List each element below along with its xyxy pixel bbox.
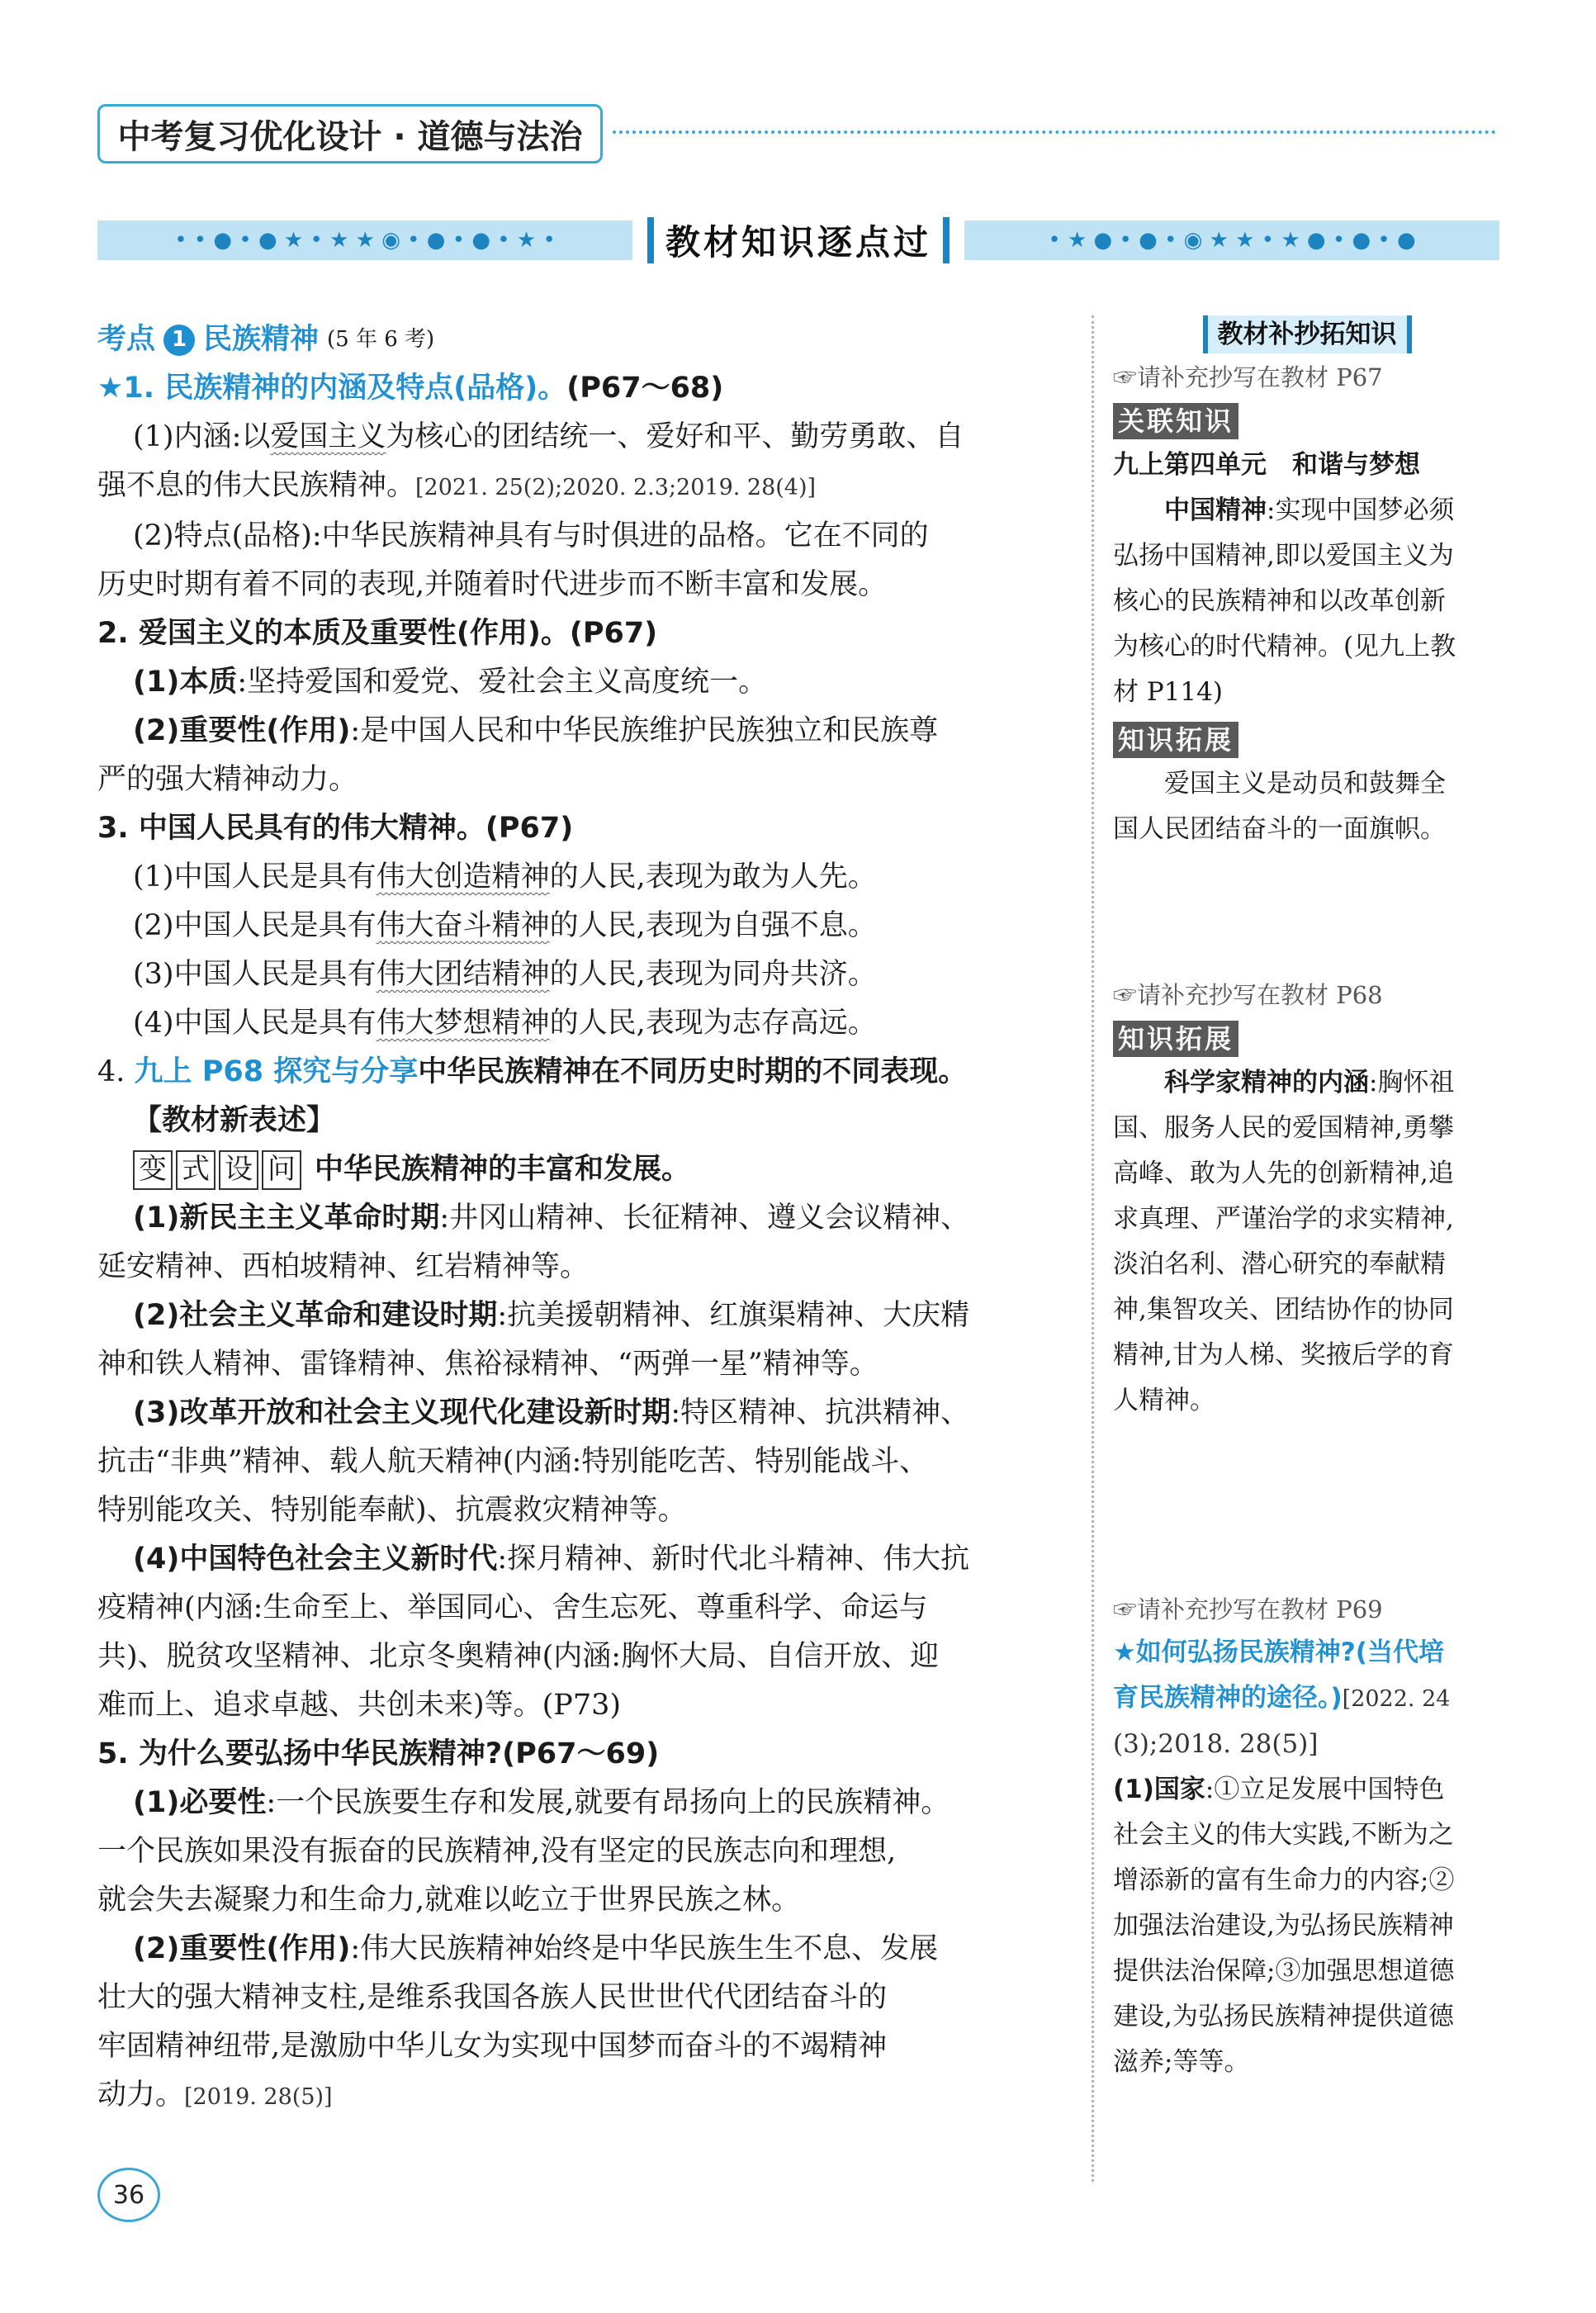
s4-1-line2: 延安精神、西柏坡精神、红岩精神等。 xyxy=(97,1250,590,1283)
kaodian-title: 民族精神 xyxy=(203,323,320,356)
s3-title xyxy=(97,804,1080,853)
s4-2-key: (2)社会主义革命和建设时期 xyxy=(133,1299,498,1332)
s3-item-num: (3) xyxy=(133,958,174,991)
s4-new-expression: 【教材新表述】 xyxy=(133,1104,336,1137)
s1-title xyxy=(97,364,1080,413)
country-text: :①立足发展中国特色 xyxy=(1205,1775,1445,1804)
china-spirit-text: :实现中国梦必须 xyxy=(1267,495,1455,525)
s3-item-3 xyxy=(97,950,1080,999)
book-title-box xyxy=(97,104,603,164)
s4-variant-question xyxy=(97,1145,1080,1194)
question-ref: [2022. 24 xyxy=(1342,1686,1451,1712)
tag-wrap-tuozhan2 xyxy=(1113,1021,1501,1057)
banner-bar-right xyxy=(943,217,950,263)
sidebar-title-wrap xyxy=(1113,315,1501,353)
s1-page: (P67～68) xyxy=(566,372,724,405)
s3-item-2 xyxy=(97,902,1080,950)
s5-1-key: (1)必要性 xyxy=(133,1786,267,1819)
main-column xyxy=(97,315,1080,2121)
s3-item-keyword: 伟大团结精神 xyxy=(376,958,550,991)
variant-question-label xyxy=(133,1150,301,1190)
s4-3-text: :特区精神、抗洪精神、 xyxy=(670,1396,970,1429)
s2-2-line2: 严的强大精神动力。 xyxy=(97,763,358,796)
s4-4-line1 xyxy=(97,1535,1080,1584)
tag-knowledge-extension: 知识拓展 xyxy=(1113,722,1238,758)
scientist-line7: 精神,甘为人梯、奖掖后学的育 xyxy=(1113,1340,1454,1370)
s5-2-end: 动力。 xyxy=(97,2078,185,2112)
s3-item-rest: 的人民,表现为同舟共济。 xyxy=(549,958,877,991)
s4-3-line2: 抗击“非典”精神、载人航天精神(内涵:特别能吃苦、特别能战斗、 xyxy=(97,1445,929,1478)
scientist-text: :胸怀祖 xyxy=(1369,1068,1455,1097)
banner-decoration-right xyxy=(964,220,1499,260)
sidebar-spacer-2 xyxy=(1113,1424,1501,1589)
question-line2 xyxy=(1113,1676,1501,1722)
s4-4-key: (4)中国特色社会主义新时代 xyxy=(133,1543,498,1576)
kaodian-note: (5 年 6 考) xyxy=(327,327,435,352)
banner-deco-right-text: • ★ ● • ● • ◉ ★ ★ • ★ ● • ● • ● xyxy=(1048,228,1416,253)
page-number: 36 xyxy=(97,2168,160,2222)
s1-1a: (1)内涵:以 xyxy=(133,420,271,453)
scientist-line4: 求真理、严谨治学的求实精神, xyxy=(1113,1204,1454,1234)
s3-item-num: (1) xyxy=(133,860,174,893)
s4-num: 4. xyxy=(97,1055,126,1088)
s5-page: (P67～69) xyxy=(502,1737,660,1770)
s3-item-pre: 中国人民是具有 xyxy=(173,860,377,893)
s4-4-line2: 疫精神(内涵:生命至上、举国同心、舍生忘死、尊重科学、命运与 xyxy=(97,1591,928,1624)
unit-heading: 九上第四单元 和谐与梦想 xyxy=(1113,450,1420,480)
china-spirit-key: 中国精神 xyxy=(1164,495,1267,525)
tag-wrap-tuozhan1 xyxy=(1113,722,1501,758)
column-divider xyxy=(1092,315,1094,2182)
s4-title xyxy=(97,1048,1080,1097)
s5-1-line3: 就会失去凝聚力和生命力,就难以屹立于世界民族之林。 xyxy=(97,1884,801,1917)
s3-item-num: (2) xyxy=(133,909,174,942)
scientist-line5: 淡泊名利、潜心研究的奉献精 xyxy=(1113,1249,1446,1279)
s4-2-text: :抗美援朝精神、红旗渠精神、大庆精 xyxy=(497,1299,970,1332)
s1-2-line2: 历史时期有着不同的表现,并随着时代进步而不断丰富和发展。 xyxy=(97,568,888,601)
s3-item-1 xyxy=(97,853,1080,902)
country-line5: 提供法治保障;③加强思想道德 xyxy=(1113,1956,1455,1986)
s5-1-text: :一个民族要生存和发展,就要有昂扬向上的民族精神。 xyxy=(266,1786,950,1819)
s3-item-keyword: 伟大奋斗精神 xyxy=(376,909,550,942)
s5-title xyxy=(97,1730,1080,1779)
book-title: 中考复习优化设计 · 道德与法治 xyxy=(117,117,583,156)
banner-title-wrap xyxy=(632,216,964,265)
s3-item-pre: 中国人民是具有 xyxy=(173,958,377,991)
china-spirit-line3: 核心的民族精神和以改革创新 xyxy=(1113,586,1446,616)
section-banner xyxy=(97,213,1499,268)
country-line1 xyxy=(1113,1767,1501,1813)
banner-deco-left-text: • • ● • ● ★ • ★ ★ ◉ • ● • ● • ★ • xyxy=(174,228,556,253)
s4-1-key: (1)新民主主义革命时期 xyxy=(133,1202,440,1235)
s1-1-keyword: 爱国主义 xyxy=(270,420,386,453)
country-line4: 加强法治建设,为弘扬民族精神 xyxy=(1113,1911,1454,1941)
s5-2-ref: [2019. 28(5)] xyxy=(184,2084,333,2110)
banner-title: 教材知识逐点过 xyxy=(665,222,932,263)
s3-item-num: (4) xyxy=(133,1007,174,1040)
china-spirit-line1 xyxy=(1113,488,1501,533)
box-char: 变 xyxy=(133,1150,173,1190)
s1-1c: 为核心的团结统一、爱好和平、勤劳勇敢、自 xyxy=(386,420,964,453)
s5-title-text: 5. 为什么要弘扬中华民族精神? xyxy=(97,1737,503,1770)
s2-2-text: :是中国人民和中华民族维护民族独立和民族尊 xyxy=(350,714,939,747)
s1-1-line2 xyxy=(97,462,1080,512)
country-line3: 增添新的富有生命力的内容;② xyxy=(1113,1865,1455,1895)
s4-2-line2: 神和铁人精神、雷锋精神、焦裕禄精神、“两弹一星”精神等。 xyxy=(97,1348,879,1381)
s4-4-text: :探月精神、新时代北斗精神、伟大抗 xyxy=(497,1543,970,1576)
country-line6: 建设,为弘扬民族精神提供道德 xyxy=(1113,2002,1454,2031)
s4-4-line4: 难而上、追求卓越、共创未来)等。(P73) xyxy=(97,1689,622,1722)
banner-decoration-left xyxy=(97,220,632,260)
s2-title xyxy=(97,609,1080,658)
s3-item-rest: 的人民,表现为敢为人先。 xyxy=(549,860,877,893)
s2-1 xyxy=(97,658,1080,707)
s4-1-text: :井冈山精神、长征精神、遵义会议精神、 xyxy=(439,1202,970,1235)
hint-p67: ☞请补充抄写在教材 P67 xyxy=(1113,363,1383,391)
box-char: 设 xyxy=(219,1150,258,1190)
s1-1-ref: [2021. 25(2);2020. 2.3;2019. 28(4)] xyxy=(415,475,817,500)
tag-knowledge-extension: 知识拓展 xyxy=(1113,1021,1238,1057)
header-dotted-rule xyxy=(613,130,1496,134)
s2-1-text: :坚持爱国和爱党、爱社会主义高度统一。 xyxy=(237,666,768,699)
s3-item-4 xyxy=(97,999,1080,1048)
s4-textbook-ref: 九上 P68 探究与分享 xyxy=(134,1055,419,1088)
s2-2-line1 xyxy=(97,707,1080,756)
s1-2-line1: (2)特点(品格):中华民族精神具有与时俱进的品格。它在不同的 xyxy=(133,519,929,552)
scientist-line3: 高峰、敢为人先的创新精神,追 xyxy=(1113,1159,1454,1188)
scientist-line6: 神,集智攻关、团结协作的协同 xyxy=(1113,1295,1454,1325)
box-char: 式 xyxy=(176,1150,215,1190)
sidebar-spacer-1 xyxy=(1113,852,1501,974)
s4-3-line3: 特别能攻关、特别能奉献)、抗震救灾精神等。 xyxy=(97,1494,687,1527)
s5-2-text: :伟大民族精神始终是中华民族生生不息、发展 xyxy=(350,1932,939,1965)
s4-title-text: 中华民族精神在不同历史时期的不同表现。 xyxy=(418,1055,968,1088)
s2-1-key: (1)本质 xyxy=(133,666,238,699)
s5-1-line1 xyxy=(97,1779,1080,1827)
hint-p69: ☞请补充抄写在教材 P69 xyxy=(1113,1595,1383,1623)
s3-item-pre: 中国人民是具有 xyxy=(173,1007,377,1040)
s3-title-text: 3. 中国人民具有的伟大精神。 xyxy=(97,812,485,845)
s5-1-line2: 一个民族如果没有振奋的民族精神,没有坚定的民族志向和理想, xyxy=(97,1835,897,1868)
s3-item-keyword: 伟大梦想精神 xyxy=(376,1007,550,1040)
country-key: (1)国家 xyxy=(1113,1775,1205,1804)
sidebar-column xyxy=(1113,315,1501,2085)
kaodian-heading xyxy=(97,315,1080,364)
sidebar-title: 教材补抄拓知识 xyxy=(1203,315,1412,353)
s1-1-line1 xyxy=(97,413,1080,462)
variant-question-text: 中华民族精神的丰富和发展。 xyxy=(315,1153,691,1186)
s5-2-line3: 牢固精神纽带,是激励中华儿女为实现中国梦而奋斗的不竭精神 xyxy=(97,2030,888,2063)
s3-item-rest: 的人民,表现为自强不息。 xyxy=(549,909,877,942)
s2-page: (P67) xyxy=(569,617,658,650)
tag-wrap-guanlian xyxy=(1113,403,1501,439)
china-spirit-line2: 弘扬中国精神,即以爱国主义为 xyxy=(1113,541,1454,571)
s5-2-key: (2)重要性(作用) xyxy=(133,1932,351,1965)
s1-title-text: ★1. 民族精神的内涵及特点(品格)。 xyxy=(97,372,567,405)
scientist-key: 科学家精神的内涵 xyxy=(1164,1068,1369,1097)
kaodian-label: 考点 xyxy=(97,323,156,356)
question-ref-line: (3);2018. 28(5)] xyxy=(1113,1729,1319,1759)
country-line7: 滋养;等等。 xyxy=(1113,2047,1250,2077)
kaodian-number: 1 xyxy=(163,325,195,356)
s4-3-key: (3)改革开放和社会主义现代化建设新时期 xyxy=(133,1396,671,1429)
patriotism-line2: 国人民团结奋斗的一面旗帜。 xyxy=(1113,814,1446,844)
box-char: 问 xyxy=(262,1150,301,1190)
patriotism-line1: 爱国主义是动员和鼓舞全 xyxy=(1164,769,1446,799)
banner-bar-left xyxy=(647,217,654,263)
s5-2-line4 xyxy=(97,2071,1080,2121)
s3-item-keyword: 伟大创造精神 xyxy=(376,860,550,893)
s4-3-line1 xyxy=(97,1389,1080,1438)
question-text: 育民族精神的途径。) xyxy=(1113,1683,1343,1713)
tag-related-knowledge: 关联知识 xyxy=(1113,403,1238,439)
hint-p68: ☞请补充抄写在教材 P68 xyxy=(1113,981,1383,1009)
s2-2-key: (2)重要性(作用) xyxy=(133,714,351,747)
scientist-line2: 国、服务人民的爱国精神,勇攀 xyxy=(1113,1113,1454,1143)
s3-item-pre: 中国人民是具有 xyxy=(173,909,377,942)
s4-2-line1 xyxy=(97,1292,1080,1340)
s3-item-rest: 的人民,表现为志存高远。 xyxy=(549,1007,877,1040)
scientist-line8: 人精神。 xyxy=(1113,1386,1215,1415)
s5-2-line2: 壮大的强大精神支柱,是维系我国各族人民世世代代团结奋斗的 xyxy=(97,1981,888,2014)
s5-2-line1 xyxy=(97,1925,1080,1974)
china-spirit-line5: 材 P114) xyxy=(1113,677,1223,707)
s2-title-text: 2. 爱国主义的本质及重要性(作用)。 xyxy=(97,617,570,650)
question-line1: ★如何弘扬民族精神?(当代培 xyxy=(1113,1638,1444,1667)
s4-4-line3: 共)、脱贫攻坚精神、北京冬奥精神(内涵:胸怀大局、自信开放、迎 xyxy=(97,1640,940,1673)
scientist-line1 xyxy=(1113,1060,1501,1106)
s4-1-line1 xyxy=(97,1194,1080,1243)
s3-page: (P67) xyxy=(485,812,574,845)
country-line2: 社会主义的伟大实践,不断为之 xyxy=(1113,1820,1454,1850)
s1-1d: 强不息的伟大民族精神。 xyxy=(97,469,416,502)
china-spirit-line4: 为核心的时代精神。(见九上教 xyxy=(1113,632,1456,661)
